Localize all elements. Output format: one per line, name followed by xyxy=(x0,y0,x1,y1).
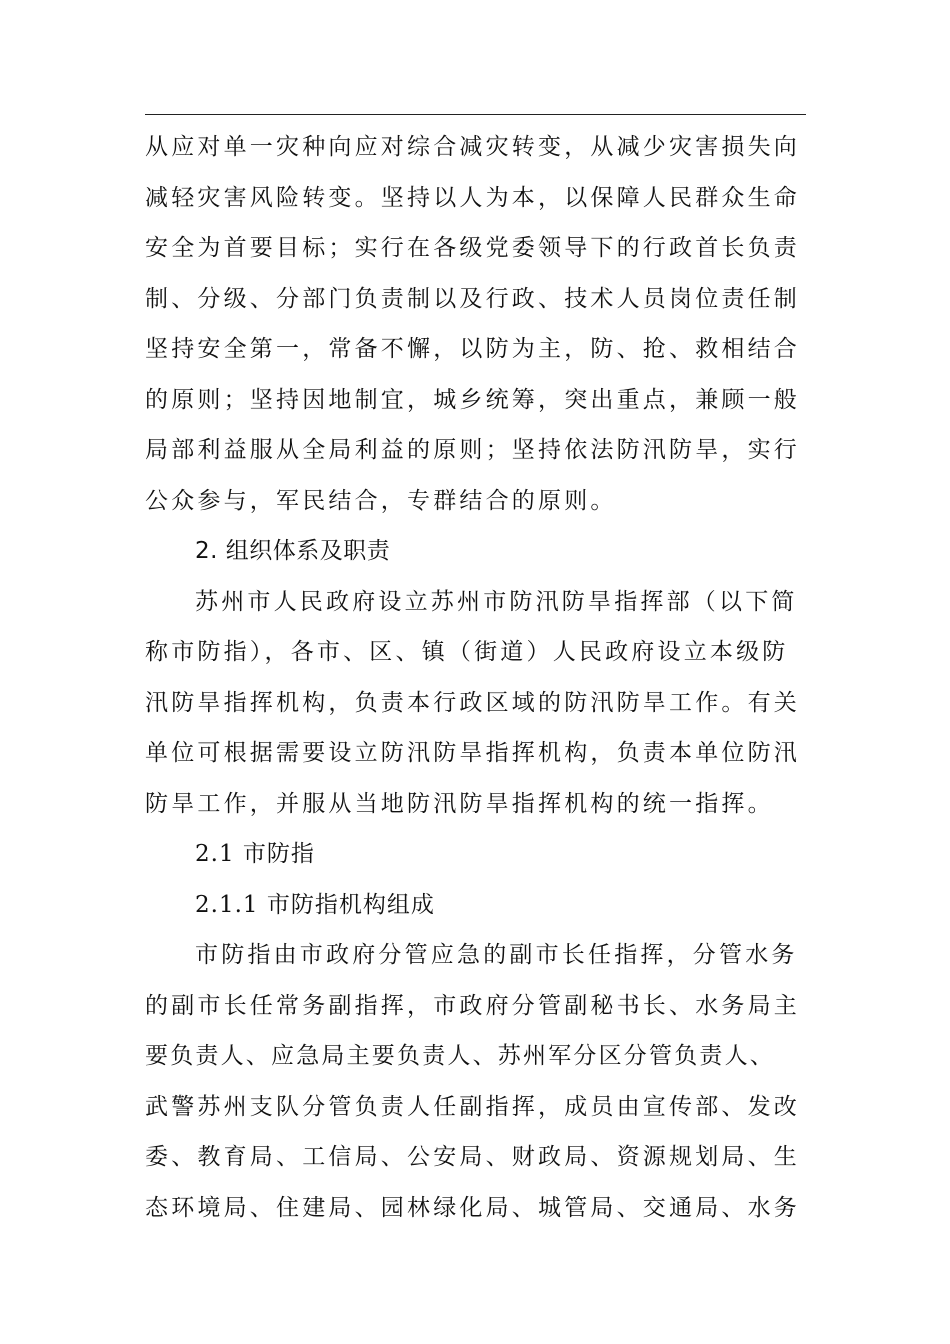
paragraph-line: 坚持安全第一，常备不懈，以防为主，防、抢、救相结合 xyxy=(145,336,800,362)
paragraph-line: 苏州市人民政府设立苏州市防汛防旱指挥部（以下简 xyxy=(195,588,798,615)
paragraph-line: 汛防旱指挥机构，负责本行政区域的防汛防旱工作。有关 xyxy=(145,689,800,716)
paragraph-line: 制、分级、分部门负责制以及行政、技术人员岗位责任制 xyxy=(145,285,800,312)
paragraph-line: 减轻灾害风险转变。坚持以人为本，以保障人民群众生命 xyxy=(145,184,800,211)
paragraph-line: 局部利益服从全局利益的原则；坚持依法防汛防旱，实行 xyxy=(145,437,800,463)
paragraph-line: 安全为首要目标；实行在各级党委领导下的行政首长负责 xyxy=(145,235,800,261)
paragraph-line: 的副市长任常务副指挥，市政府分管副秘书长、水务局主 xyxy=(145,992,800,1019)
paragraph-line: 称市防指），各市、区、镇（街道）人民政府设立本级防 xyxy=(145,639,789,665)
subsubsection-heading: 2.1.1 市防指机构组成 xyxy=(195,891,435,918)
header-rule xyxy=(145,114,806,115)
body-text xyxy=(145,122,806,1233)
paragraph-line: 态环境局、住建局、园林绿化局、城管局、交通局、水务 xyxy=(145,1194,800,1221)
paragraph-line: 公众参与，军民结合，专群结合的原则。 xyxy=(145,487,617,514)
paragraph-line: 要负责人、应急局主要负责人、苏州军分区分管负责人、 xyxy=(145,1043,775,1069)
paragraph-line: 单位可根据需要设立防汛防旱指挥机构，负责本单位防汛 xyxy=(145,740,800,766)
section-heading: 2. 组织体系及职责 xyxy=(195,538,391,564)
paragraph-line: 防旱工作，并服从当地防汛防旱指挥机构的统一指挥。 xyxy=(145,790,774,817)
subsection-heading: 2.1 市防指 xyxy=(195,841,315,867)
paragraph-line: 市防指由市政府分管应急的副市长任指挥，分管水务 xyxy=(195,942,798,968)
paragraph-line: 从应对单一灾种向应对综合减灾转变，从减少灾害损失向 xyxy=(145,134,800,160)
paragraph-line: 武警苏州支队分管负责人任副指挥，成员由宣传部、发改 xyxy=(145,1093,800,1120)
paragraph-line: 委、教育局、工信局、公安局、财政局、资源规划局、生 xyxy=(145,1144,800,1170)
paragraph-line: 的原则；坚持因地制宜，城乡统筹，突出重点，兼顾一般 xyxy=(145,386,800,413)
